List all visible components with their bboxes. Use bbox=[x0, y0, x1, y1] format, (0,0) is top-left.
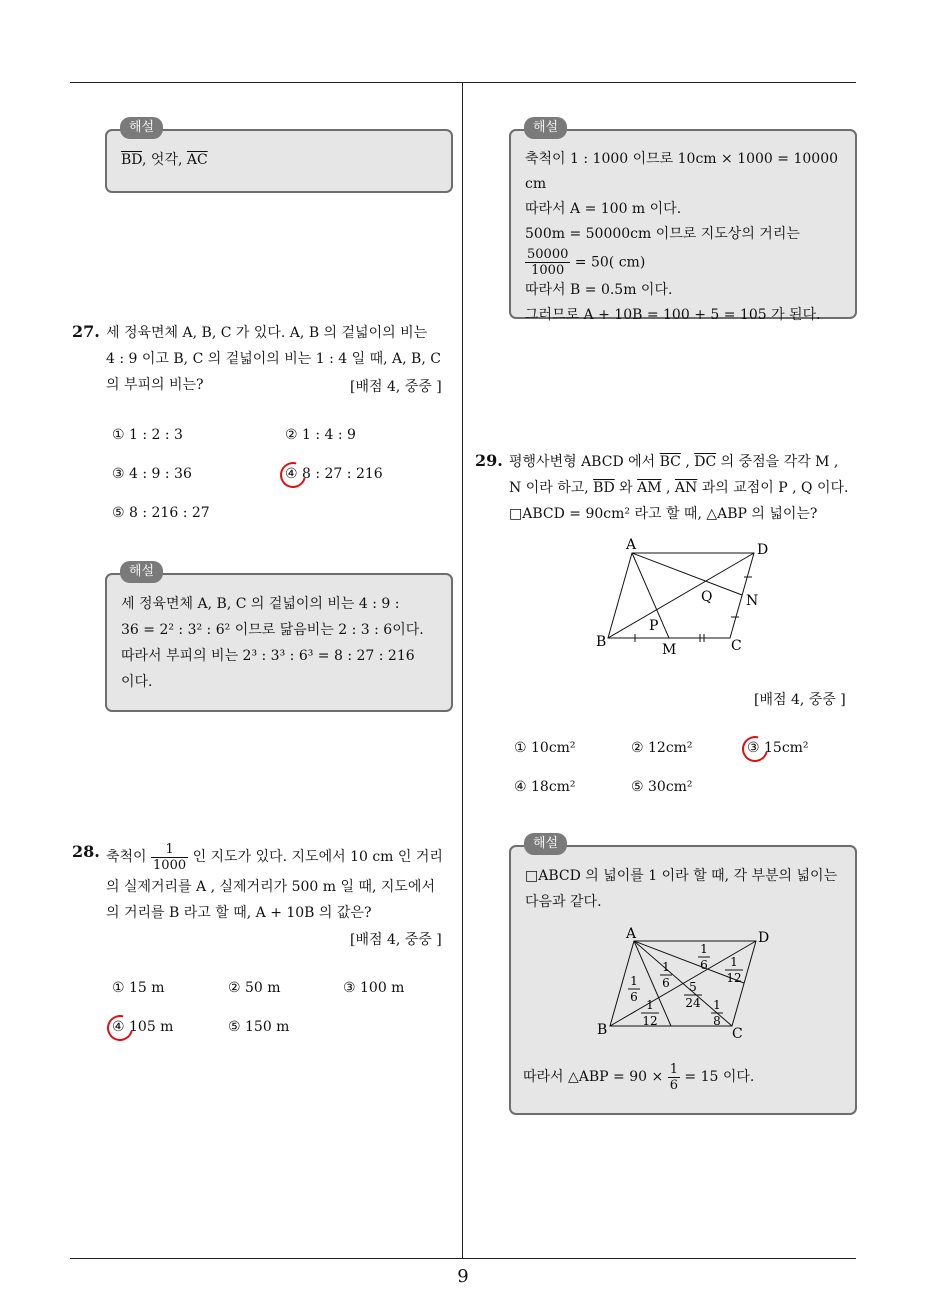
question-29-text bbox=[509, 449, 869, 527]
question-fragment: N 이라 하고, bbox=[509, 480, 594, 496]
option-29-4[interactable]: ④ 18cm² bbox=[514, 779, 576, 795]
question-line: 의 실제거리를 A , 실제거리가 500 m 일 때, 지도에서 bbox=[106, 879, 435, 895]
label-n: N bbox=[746, 593, 759, 609]
option-29-2[interactable]: ② 12cm² bbox=[631, 740, 693, 756]
area-fraction: 6 bbox=[662, 976, 670, 990]
solution-text: , 엇각, bbox=[142, 152, 187, 168]
question-fragment: 의 중점을 각각 M , bbox=[716, 454, 839, 470]
page-number: 9 bbox=[457, 1266, 469, 1287]
question-line: 세 정육면체 A, B, C 가 있다. A, B 의 겉넓이의 비는 bbox=[106, 325, 428, 341]
solution-line bbox=[525, 247, 841, 278]
solution-line: 세 정육면체 A, B, C 의 겉넓이의 비는 4 : 9 : bbox=[121, 596, 400, 612]
label-d: D bbox=[757, 542, 769, 558]
solution-29-final bbox=[523, 1060, 754, 1094]
area-fraction: 12 bbox=[726, 971, 742, 985]
question-28-text bbox=[106, 840, 456, 926]
segment-dc: $\overline{DC}$ bbox=[694, 454, 717, 470]
score-label: [배점 4, 중중 ] bbox=[754, 692, 846, 708]
option-28-2[interactable]: ② 50 m bbox=[228, 980, 281, 996]
label-a: A bbox=[626, 537, 637, 553]
area-fraction: 1 bbox=[630, 974, 638, 988]
area-fraction: 1 bbox=[646, 998, 654, 1012]
solution-tag: 해설 bbox=[120, 561, 163, 583]
area-fraction: 6 bbox=[700, 958, 708, 972]
area-fraction: 1 bbox=[713, 998, 721, 1012]
question-fragment: 와 bbox=[614, 480, 638, 496]
label-d: D bbox=[758, 930, 770, 946]
question-fragment: 평행사변형 ABCD 에서 bbox=[509, 454, 660, 470]
label-c: C bbox=[732, 1026, 743, 1040]
solution-fragment: = 15 이다. bbox=[679, 1069, 755, 1085]
solution-tag: 해설 bbox=[120, 117, 163, 139]
option-28-1[interactable]: ① 15 m bbox=[112, 980, 165, 996]
score-label: [배점 4, 중중 ] bbox=[350, 379, 442, 395]
area-ratio-figure bbox=[592, 925, 782, 1040]
solution-line: 36 = 2² : 3² : 6² 이므로 닮음비는 2 : 3 : 6이다. bbox=[121, 622, 424, 638]
solution-line: 따라서 B = 0.5m 이다. bbox=[525, 282, 673, 298]
question-line: 의 부피의 비는? bbox=[106, 377, 204, 393]
question-line bbox=[509, 475, 869, 501]
solution-box-27 bbox=[105, 564, 453, 712]
solution-line: 따라서 부피의 비는 2³ : 3³ : 6³ = 8 : 27 : 216 bbox=[121, 648, 415, 664]
option-28-4[interactable]: ④ 105 m bbox=[112, 1019, 174, 1035]
label-b: B bbox=[596, 634, 607, 650]
label-a: A bbox=[626, 926, 637, 942]
segment-am: $\overline{AM}$ bbox=[637, 480, 662, 496]
segment-bc: $\overline{BC}$ bbox=[659, 454, 681, 470]
question-fragment: 과의 교점이 P , Q 이다. bbox=[697, 480, 849, 496]
label-c: C bbox=[731, 638, 742, 654]
top-rule bbox=[70, 82, 856, 83]
question-line bbox=[106, 840, 456, 874]
column-divider bbox=[462, 82, 463, 1258]
segment-ac: $\overline{AC}$ bbox=[186, 152, 208, 168]
fraction bbox=[668, 1062, 680, 1093]
solution-line: 다음과 같다. bbox=[525, 894, 602, 910]
label-q: Q bbox=[701, 589, 713, 605]
fraction bbox=[525, 247, 570, 278]
option-28-5[interactable]: ⑤ 150 m bbox=[228, 1019, 290, 1035]
area-fraction: 8 bbox=[713, 1014, 721, 1028]
question-number-27: 27. bbox=[72, 322, 100, 341]
area-fraction: 1 bbox=[662, 960, 670, 974]
solution-fragment: = 50( cm) bbox=[570, 254, 646, 271]
solution-line: 따라서 A = 100 m 이다. bbox=[525, 201, 682, 217]
option-27-4[interactable]: ④ 8 : 27 : 216 bbox=[285, 466, 383, 482]
denominator: 1000 bbox=[531, 263, 565, 278]
question-fragment: 인 지도가 있다. 지도에서 10 cm 인 거리 bbox=[188, 849, 443, 865]
question-line: 4 : 9 이고 B, C 의 겉넓이의 비는 1 : 4 일 때, A, B, C bbox=[106, 351, 441, 367]
question-fragment: 축척이 bbox=[106, 849, 152, 865]
answer-mark-icon bbox=[102, 1010, 138, 1046]
question-number-28: 28. bbox=[72, 842, 100, 861]
option-27-2[interactable]: ② 1 : 4 : 9 bbox=[285, 427, 356, 443]
numerator: 50000 bbox=[527, 247, 569, 262]
solution-line: 축척이 1 : 1000 이므로 10cm × 1000 = 10000 cm bbox=[525, 151, 839, 192]
denominator: 1000 bbox=[153, 857, 187, 873]
area-fraction: 24 bbox=[685, 996, 701, 1010]
solution-tag: 해설 bbox=[524, 833, 567, 855]
question-number-29: 29. bbox=[475, 451, 503, 470]
solution-line: 이다. bbox=[121, 674, 153, 690]
solution-line: 500m = 50000cm 이므로 지도상의 거리는 bbox=[525, 226, 800, 242]
parallelogram-figure bbox=[590, 535, 780, 660]
option-29-1[interactable]: ① 10cm² bbox=[514, 740, 576, 756]
question-line bbox=[509, 449, 869, 475]
bottom-rule bbox=[70, 1258, 856, 1259]
solution-box-26 bbox=[105, 120, 453, 193]
question-fragment: , bbox=[661, 480, 675, 496]
segment-an: $\overline{AN}$ bbox=[674, 480, 698, 496]
question-fragment: , bbox=[680, 454, 695, 470]
option-29-5[interactable]: ⑤ 30cm² bbox=[631, 779, 693, 795]
area-fraction: 1 bbox=[730, 955, 738, 969]
label-m: M bbox=[662, 642, 677, 658]
option-27-1[interactable]: ① 1 : 2 : 3 bbox=[112, 427, 183, 443]
solution-box-28 bbox=[509, 120, 857, 323]
numerator: 1 bbox=[151, 842, 188, 858]
question-line: 의 거리를 B 라고 할 때, A + 10B 의 값은? bbox=[106, 905, 372, 921]
area-fraction: 6 bbox=[630, 990, 638, 1004]
solution-fragment: 따라서 △ABP = 90 × bbox=[523, 1069, 668, 1085]
option-29-3[interactable]: ③ 15cm² bbox=[747, 740, 809, 756]
solution-tag: 해설 bbox=[524, 117, 567, 139]
option-27-5[interactable]: ⑤ 8 : 216 : 27 bbox=[112, 505, 210, 521]
answer-mark-icon bbox=[737, 731, 773, 767]
area-fraction: 5 bbox=[689, 980, 697, 994]
option-28-3[interactable]: ③ 100 m bbox=[343, 980, 405, 996]
segment-bd: $\overline{BD}$ bbox=[121, 152, 143, 168]
fraction bbox=[151, 842, 188, 873]
score-label: [배점 4, 중중 ] bbox=[350, 932, 442, 948]
denominator: 6 bbox=[669, 1077, 678, 1093]
numerator: 1 bbox=[669, 1061, 678, 1077]
solution-line: 그러므로 A + 10B = 100 + 5 = 105 가 된다. bbox=[525, 307, 821, 323]
segment-bd: $\overline{BD}$ bbox=[593, 480, 615, 496]
answer-mark-icon bbox=[275, 457, 311, 493]
area-fraction: 1 bbox=[700, 942, 708, 956]
solution-line: □ABCD 의 넓이를 1 이라 할 때, 각 부분의 넓이는 bbox=[525, 868, 838, 884]
label-b: B bbox=[597, 1022, 608, 1038]
area-fraction: 12 bbox=[642, 1014, 658, 1028]
option-27-3[interactable]: ③ 4 : 9 : 36 bbox=[112, 466, 192, 482]
question-line: □ABCD = 90cm² 라고 할 때, △ABP 의 넓이는? bbox=[509, 506, 818, 522]
label-p: P bbox=[649, 618, 659, 634]
